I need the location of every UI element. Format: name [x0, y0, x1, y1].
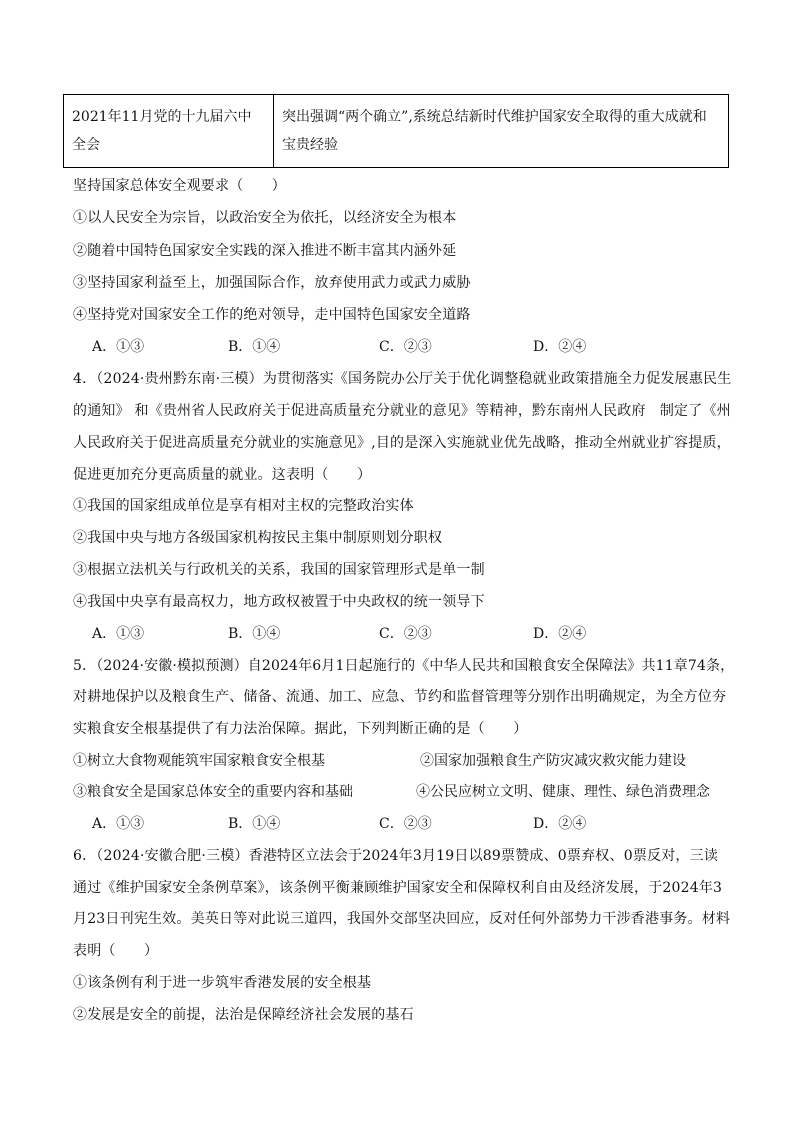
q5-statement-4: ④公民应树立文明、健康、理性、绿色消费理念: [416, 784, 710, 800]
q5-stem-line-1: 5．（2024·安徽·模拟预测）自2024年6月1日起施行的《中华人民共和国粮食安全保障法》共11章74条，: [73, 658, 735, 674]
q5-option-b[interactable]: B．①④: [228, 816, 281, 832]
q5-statement-2: ②国家加强粮食生产防灾减灾救灾能力建设: [420, 753, 686, 769]
q3-statement-2: ②随着中国特色国家安全实践的深入推进不断丰富其内涵外延: [73, 243, 457, 259]
q3-option-c[interactable]: C．②③: [379, 339, 432, 355]
q4-stem-line-1: 4．（2024·贵州黔东南·三模）为贯彻落实《国务院办公厅关于优化调整稳就业政策措施全力促发展惠民生: [73, 371, 732, 387]
q3-statement-1: ①以人民安全为宗旨，以政治安全为依托，以经济安全为根本: [73, 210, 457, 226]
q6-stem-line-1: 6．（2024·安徽合肥·三模）香港特区立法会于2024年3月19日以89票赞成、0票弃权、0票反对，三读: [73, 848, 719, 864]
q4-stem-line-3: 人民政府关于促进高质量充分就业的实施意见》,目的是深入实施就业优先战略，推动全州就业扩容提质，: [73, 435, 731, 451]
q5-statement-3: ③粮食安全是国家总体安全的重要内容和基础: [73, 784, 353, 800]
q6-statement-2: ②发展是安全的前提，法治是保障经济社会发展的基石: [73, 1007, 414, 1023]
q6-stem-line-2: 通过《维护国家安全条例草案》，该条例平衡兼顾维护国家安全和保障权利自由及经济发展，于2024年3: [73, 880, 723, 896]
q4-statement-3: ③根据立法机关与行政机关的关系，我国的国家管理形式是单一制: [73, 562, 485, 578]
q4-statement-4: ④我国中央享有最高权力，地方政权被置于中央政权的统一领导下: [73, 594, 485, 610]
table-row: [64, 95, 729, 168]
q6-statement-1: ①该条例有利于进一步筑牢香港发展的安全根基: [73, 975, 372, 991]
q4-statement-1: ①我国的国家组成单位是享有相对主权的完整政治实体: [73, 498, 414, 514]
q3-stem: 坚持国家总体安全观要求（ ）: [73, 178, 286, 194]
q5-option-c[interactable]: C．②③: [379, 816, 432, 832]
table-cell-content: 突出强调“两个确立”,系统总结新时代维护国家安全取得的重大成就和宝贵经验: [274, 95, 729, 168]
table-cell-event: 2021年11月党的十九届六中全会: [64, 95, 274, 168]
q5-option-d[interactable]: D．②④: [533, 816, 587, 832]
q5-statement-1: ①树立大食物观能筑牢国家粮食安全根基: [73, 753, 325, 769]
q6-stem-line-4: 表明（ ）: [73, 943, 159, 959]
q4-option-c[interactable]: C．②③: [379, 626, 432, 642]
q5-stem-line-2: 对耕地保护以及粮食生产、储备、流通、加工、应急、节约和监督管理等分别作出明确规定，为全方位夯: [73, 689, 727, 705]
q5-option-a[interactable]: A．①③: [92, 816, 145, 832]
q4-option-d[interactable]: D．②④: [533, 626, 587, 642]
q4-option-b[interactable]: B．①④: [228, 626, 281, 642]
q3-statement-4: ④坚持党对国家安全工作的绝对领导，走中国特色国家安全道路: [73, 307, 471, 323]
q6-stem-line-3: 月23日刊宪生效。美英日等对此说三道四，我国外交部坚决回应，反对任何外部势力干涉香港事务。材料: [73, 911, 731, 927]
q5-stem-line-3: 实粮食安全根基提供了有力法治保障。据此，下列判断正确的是（ ）: [73, 721, 528, 737]
q4-statement-2: ②我国中央与地方各级国家机构按民主集中制原则划分职权: [73, 530, 443, 546]
q4-option-a[interactable]: A．①③: [92, 626, 145, 642]
q3-option-d[interactable]: D．②④: [533, 339, 587, 355]
event-table: [63, 94, 729, 168]
q4-stem-line-4: 促进更加充分更高质量的就业。这表明（ ）: [73, 467, 372, 483]
q4-stem-line-2: 的通知》 和《贵州省人民政府关于促进高质量充分就业的意见》等精神，黔东南州人民政府 制定了《州: [73, 403, 731, 419]
q3-option-b[interactable]: B．①④: [228, 339, 281, 355]
q3-statement-3: ③坚持国家利益至上，加强国际合作，放弃使用武力或武力威胁: [73, 275, 471, 291]
q3-option-a[interactable]: A．①③: [92, 339, 145, 355]
